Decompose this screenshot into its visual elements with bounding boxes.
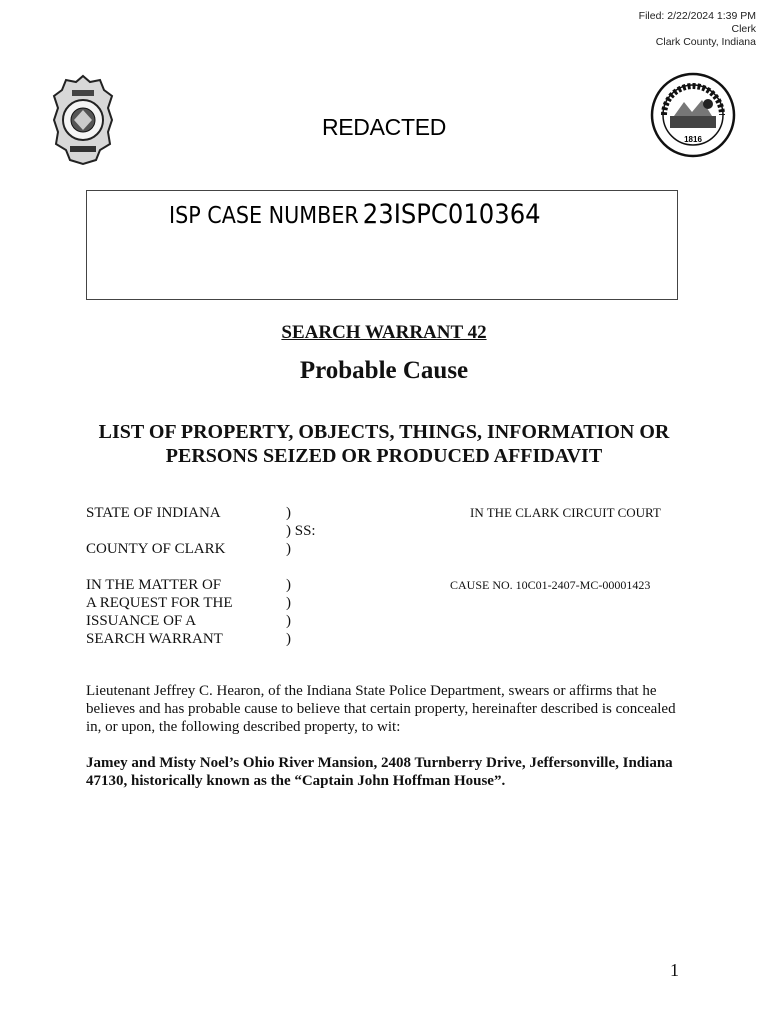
caption-paren-5: )	[286, 613, 291, 629]
seal-year: 1816	[684, 135, 702, 144]
caption-county: COUNTY OF CLARK	[86, 541, 226, 557]
filing-clerk: Clerk	[731, 23, 756, 35]
affidavit-title-line1: LIST OF PROPERTY, OBJECTS, THINGS, INFORMATION OR	[98, 421, 670, 443]
cause-number: CAUSE NO. 10C01-2407-MC-00001423	[450, 578, 651, 592]
filing-date: Filed: 2/22/2024 1:39 PM	[638, 10, 756, 22]
caption-matter-1: IN THE MATTER OF	[86, 577, 222, 593]
affidavit-title-line2: PERSONS SEIZED OR PRODUCED AFFIDAVIT	[165, 445, 603, 467]
redacted-label: REDACTED	[321, 114, 447, 140]
affidavit-title	[70, 420, 698, 468]
caption-paren-3: )	[286, 577, 291, 593]
caption-paren-6: )	[286, 631, 291, 647]
case-number-value: 23ISPC010364	[362, 199, 541, 230]
page-number: 1	[670, 960, 679, 980]
caption-matter-2: A REQUEST FOR THE	[86, 595, 233, 611]
filing-stamp	[639, 10, 756, 49]
probable-cause-title: Probable Cause	[299, 357, 469, 384]
caption-paren-4: )	[286, 595, 291, 611]
case-number-box	[86, 190, 678, 300]
affidavit-paragraph: Lieutenant Jeffrey C. Hearon, of the Indiana State Police Department, swears or affirms that he believes and has probable cause to believe that certain property, hereinafter described is concealed in, or upon, the following described property, to wit:	[86, 683, 676, 735]
case-number-prefix: ISP CASE NUMBER	[169, 203, 359, 229]
caption-paren-1: )	[286, 505, 291, 521]
court-name: IN THE CLARK CIRCUIT COURT	[470, 505, 661, 520]
caption-paren-2: )	[286, 541, 291, 557]
caption-state: STATE OF INDIANA	[86, 505, 221, 521]
search-warrant-title: SEARCH WARRANT 42	[281, 322, 487, 343]
caption-matter-3: ISSUANCE OF A	[86, 613, 197, 629]
case-number	[169, 199, 541, 230]
property-description: Jamey and Misty Noel’s Ohio River Mansion, 2408 Turnberry Drive, Jeffersonville, Indiana 47130, historically known as the “Captain John Hoffman House”.	[86, 755, 673, 789]
caption-matter-4: SEARCH WARRANT	[86, 631, 223, 647]
filing-county: Clark County, Indiana	[655, 36, 756, 48]
caption-ss: ) SS:	[286, 523, 316, 539]
